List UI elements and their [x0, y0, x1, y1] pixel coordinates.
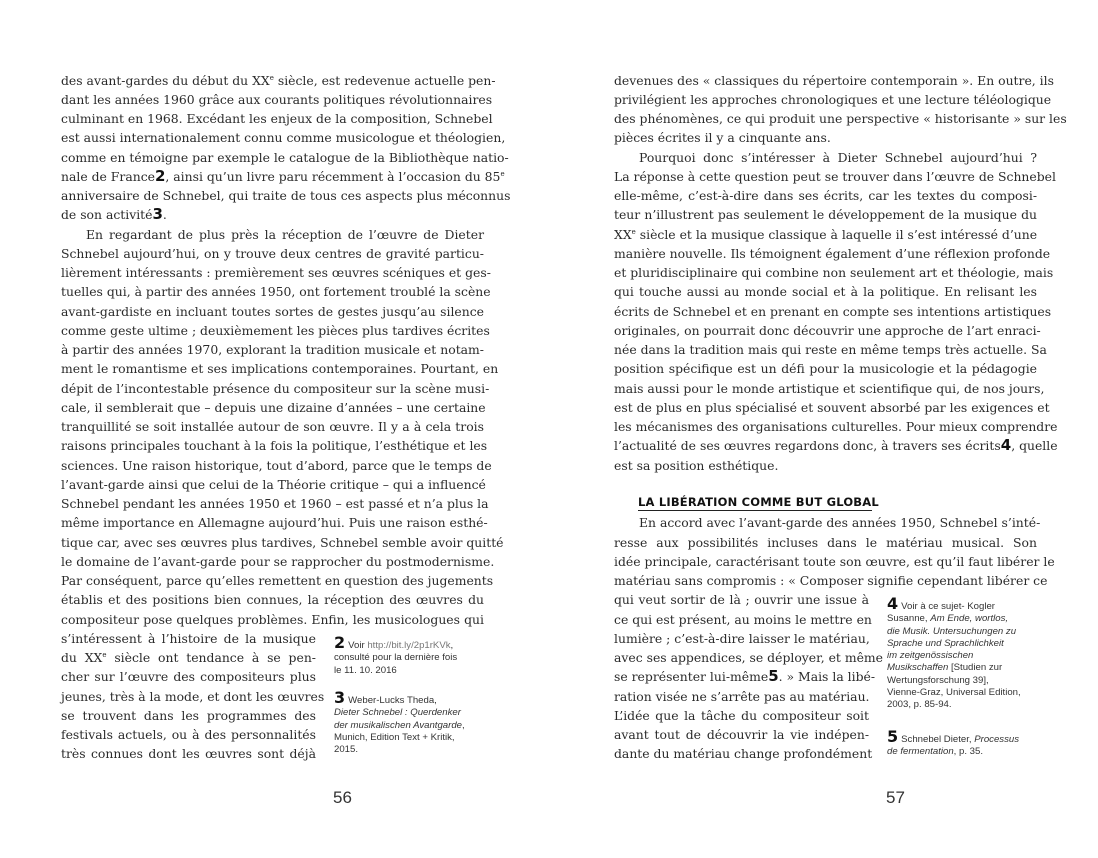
footnote-3: 3 Weber-Lucks Theda, Dieter Schnebel : Querdenker der musikalischen Avantgarde, Munich, Edition Text + Kritik, 2015.: [334, 688, 465, 756]
footnote-ref-5: 5: [768, 667, 779, 685]
text-line: resse aux possibilités incluses dans le matériau musical. Son: [614, 535, 1037, 550]
text-line: avant-gardiste en incluant toutes sortes de gestes jusqu’au silence: [61, 304, 484, 319]
footnote-ref-2: 2: [154, 167, 166, 185]
footnote-ref-3: 3: [152, 205, 163, 223]
text-line: matériau sans compromis : « Composer signifie cependant libérer ce: [614, 573, 1048, 588]
text-line: des phénomènes, ce qui produit une perspective « historisante » sur les: [614, 111, 1067, 126]
text-line: compositeur pose quelques problèmes. Enfin, les musicologues qui: [61, 612, 484, 627]
text-line: Schnebel aujourd’hui, on y trouve deux centres de gravité particu-: [61, 246, 484, 261]
text-line: cale, il semblerait que – depuis une dizaine d’années – une certaine: [61, 400, 486, 415]
text-line: du XXe siècle ont tendance à se pen-: [61, 650, 316, 665]
text-line: Par conséquent, parce qu’elles remettent en question des jugements: [61, 573, 494, 588]
text-line: et pluridisciplinaire qui combine non seulement art et théologie, mais: [614, 265, 1054, 280]
text-line: se trouvent dans les programmes des: [61, 708, 316, 723]
text-line: position spécifique est un défi pour la musicologie et la pédagogie: [614, 361, 1037, 376]
text-line: ce qui est présent, au moins le mettre en: [614, 612, 872, 627]
text-line: comme geste ultime ; deuxièmement les pièces plus tardives écrites: [61, 323, 490, 338]
text-line: originales, on pourrait donc découvrir une approche de l’art enraci-: [614, 323, 1041, 338]
text-line: très connues dont les œuvres sont déjà: [61, 746, 316, 761]
text-line: lumière ; c’est-à-dire laisser le matériau,: [614, 631, 870, 646]
text-line: culminant en 1968. Excédant les enjeux de la composition, Schnebel: [61, 111, 493, 126]
text-line: idée principale, caractérisant toute son œuvre, est qu’il faut libérer le: [614, 554, 1055, 569]
text-line: qui veut sortir de là ; ouvrir une issue à: [614, 592, 869, 607]
footnote-link[interactable]: http://bit.ly/2p1rKVk: [367, 640, 451, 651]
text-line: anniversaire de Schnebel, qui traite de tous ces aspects plus méconnus: [61, 188, 511, 203]
text-line: des avant-gardes du début du XXe siècle, est redevenue actuelle pen-: [61, 73, 496, 88]
text-line: ment le romantisme et ses implications contemporaines. Pourtant, en: [61, 361, 499, 376]
text-line: établis et des positions bien connues, la réception des œuvres du: [61, 592, 484, 607]
text-line: mais aussi pour le monde artistique et scientifique qui, de nos jours,: [614, 381, 1045, 396]
text-line: En regardant de plus près la réception de l’œuvre de Dieter: [86, 227, 484, 242]
text-line: tique car, avec ses œuvres plus tardives, Schnebel semble avoir quitté: [61, 535, 504, 550]
text-line: festivals actuels, ou à des personnalités: [61, 727, 316, 742]
footnote-2: 2 Voir http://bit.ly/2p1rKVk, consulté pour la dernière fois le 11. 10. 2016: [334, 633, 458, 676]
text-line: tuelles qui, à partir des années 1950, ont fortement troublé la scène: [61, 284, 491, 299]
text-line: dant les années 1960 grâce aux courants politiques révolutionnaires: [61, 92, 493, 107]
text-line: lièrement intéressants : premièrement ses œuvres scéniques et ges-: [61, 265, 491, 280]
text-line: même importance en Allemagne aujourd’hui. Puis une raison esthé-: [61, 515, 488, 530]
text-line: tranquillité se soit installée autour de son œuvre. Il y a à cela trois: [61, 419, 484, 434]
text-line: avec ses appendices, se déployer, et même: [614, 650, 883, 665]
text-line: née dans la tradition mais qui reste en même temps très actuelle. Sa: [614, 342, 1047, 357]
text-line: jeunes, très à la mode, et dont les œuvres: [61, 689, 325, 704]
text-line: dépit de l’incontestable présence du compositeur sur la scène musi-: [61, 381, 490, 396]
footnote-5: 5 Schnebel Dieter, Processus de fermentation, p. 35.: [887, 727, 1020, 758]
text-line: devenues des « classiques du répertoire contemporain ». En outre, ils: [614, 73, 1054, 88]
page-number: 56: [333, 788, 352, 807]
right-page: [549, 0, 1098, 858]
text-line: La réponse à cette question peut se trouver dans l’œuvre de Schnebel: [614, 169, 1056, 184]
text-line: raisons principales touchant à la fois la politique, l’esthétique et les: [61, 438, 488, 453]
text-line: XXe siècle et la musique classique à laquelle il s’est intéressé d’une: [614, 227, 1038, 242]
text-line: de son activité3.: [61, 205, 167, 223]
text-line: nale de France2, ainsi qu’un livre paru récemment à l’occasion du 85e: [61, 167, 505, 185]
text-line: avant tout de découvrir la vie indépen-: [614, 727, 869, 742]
text-line: dante du matériau change profondément: [614, 746, 873, 761]
footnote-ref-4: 4: [1000, 436, 1012, 454]
text-line: les mécanismes des organisations culturelles. Pour mieux comprendre: [614, 419, 1058, 434]
text-line: ration visée ne s’arrête pas au matériau.: [614, 689, 870, 704]
text-line: Schnebel pendant les années 1950 et 1960 – est passé et n’a plus la: [61, 496, 489, 511]
text-line: Pourquoi donc s’intéresser à Dieter Schnebel aujourd’hui ?: [639, 150, 1037, 165]
text-line: qui touche aussi au monde social et à la politique. En relisant les: [614, 284, 1037, 299]
page-number: 57: [886, 788, 905, 807]
text-line: est sa position esthétique.: [614, 458, 779, 473]
text-line: le domaine de l’avant-garde pour se rapprocher du postmodernisme.: [61, 554, 495, 569]
text-line: comme en témoigne par exemple le catalogue de la Bibliothèque natio-: [61, 150, 509, 165]
text-line: s’intéressent à l’histoire de la musique: [61, 631, 316, 646]
text-line: pièces écrites il y a cinquante ans.: [614, 130, 831, 145]
text-line: En accord avec l’avant-garde des années 1950, Schnebel s’inté-: [639, 515, 1041, 530]
text-line: écrits de Schnebel et en prenant en compte ses intentions artistiques: [614, 304, 1052, 319]
text-line: l’avant-garde ainsi que celui de la Théorie critique – qui a influencé: [61, 477, 486, 492]
text-line: l’actualité de ses œuvres regardons donc, à travers ses écrits4, quelle: [614, 436, 1058, 454]
text-line: cher sur l’œuvre des compositeurs plus: [61, 669, 316, 684]
footnote-4: 4 Voir à ce sujet- Kogler Susanne, Am Ende, wortlos, die Musik. Untersuchungen zu Sprache und Sprachlichkeit im zeitgenössischen Musikschaffen [Studien zur Wertungsforschung 39], Vienne-Graz, Universal Edition, 2003, p. 85-94.: [887, 594, 1021, 711]
text-line: L’idée que la tâche du compositeur soit: [614, 708, 869, 723]
text-line: est aussi internationalement connu comme musicologue et théologien,: [61, 130, 506, 145]
text-line: à partir des années 1970, explorant la tradition musicale et notam-: [61, 342, 484, 357]
text-line: se représenter lui-même5. » Mais la libé-: [614, 667, 876, 685]
text-line: teur n’illustrent pas seulement le développement de la musique du: [614, 207, 1037, 222]
section-heading: LA LIBÉRATION COMME BUT GLOBAL: [638, 495, 879, 509]
text-line: est de plus en plus spécialisé et souvent absorbé par les exigences et: [614, 400, 1050, 415]
text-line: privilégient les approches chronologiques et une lecture téléologique: [614, 92, 1052, 107]
text-line: manière nouvelle. Ils témoignent également d’une réflexion profonde: [614, 246, 1051, 261]
text-line: sciences. Une raison historique, tout d’abord, parce que le temps de: [61, 458, 492, 473]
text-line: elle-même, c’est-à-dire dans ses écrits, car les textes du composi-: [614, 188, 1037, 203]
